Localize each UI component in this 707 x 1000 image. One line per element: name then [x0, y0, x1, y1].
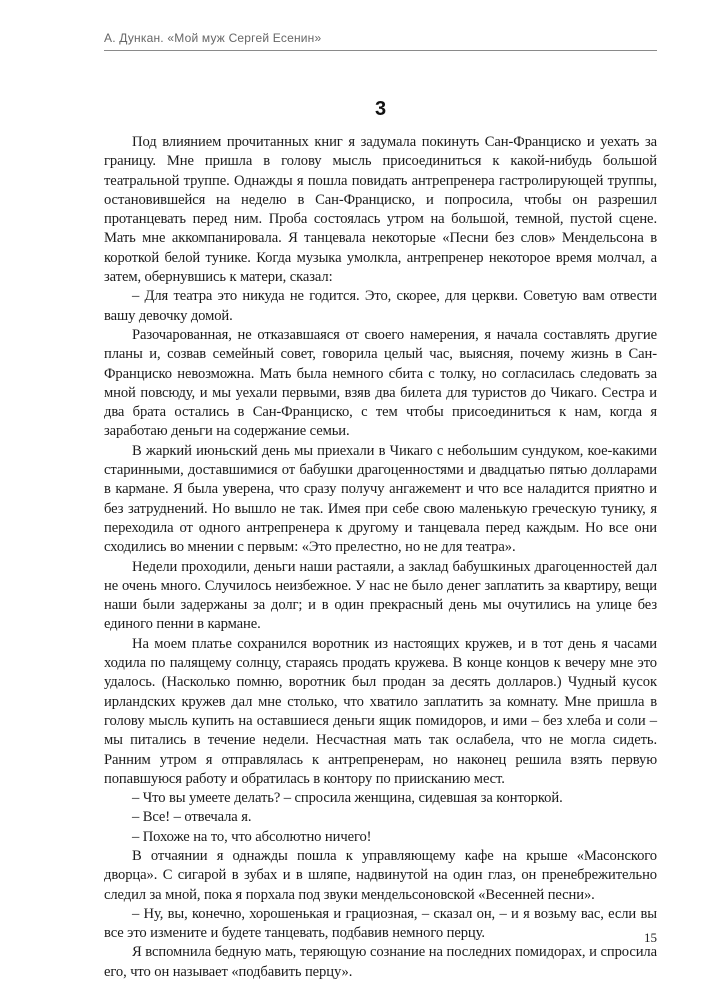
header-divider: [104, 50, 657, 51]
paragraph: В отчаянии я однажды пошла к управляющему кафе на крыше «Масонского дворца». С сигарой в зубах и в шляпе, надвинутой на один глаз, он пренебрежительно следил за мной, пока я порхала под звуки мендельсоновской «Весенней песни».: [104, 847, 657, 903]
paragraph: – Для театра это никуда не годится. Это, скорее, для церкви. Советую вам отвести вашу девочку домой.: [104, 288, 657, 324]
paragraph: – Все! – отвечала я.: [132, 809, 252, 826]
paragraph: – Ну, вы, конечно, хорошенькая и грациозная, – сказал он, – и я возьму вас, если вы все это измените и будете танцевать, подбавив немного перцу.: [104, 905, 657, 942]
running-header: А. Дункан. «Мой муж Сергей Есенин»: [104, 31, 322, 45]
page-number: 15: [644, 930, 657, 945]
paragraph: – Что вы умеете делать? – спросила женщина, сидевшая за конторкой.: [132, 790, 563, 807]
paragraph: В жаркий июньский день мы приехали в Чикаго с небольшим сундуком, кое-какими старинными, доставшимися от бабушки драгоценностями и двадцатью пятью долларами в кармане. Я была уверена, что сразу получу ангажемент и что все наладится приятно и без затруднений. Но вышло не так. Имея при себе свою маленькую греческую тунику, я переходила от одного антрепренера к другому и танцевала перед каждым. Но все они сходились во мнении с первым: «Это прелестно, но не для театра».: [104, 442, 657, 556]
body-text: [104, 133, 657, 982]
paragraph: Я вспомнила бедную мать, теряющую сознание на последних помидорах, и спросила его, что он называет «подбавить перцу».: [104, 944, 657, 980]
paragraph: – Похоже на то, что абсолютно ничего!: [132, 828, 372, 845]
paragraph: На моем платье сохранился воротник из настоящих кружев, и в тот день я часами ходила по палящему солнцу, стараясь продать кружева. В конце концов к вечеру мне это удалось. (Насколько помню, воротник был продан за десять долларов.) Чудный кусок ирландских кружев дал мне столько, что хватило заплатить за комнату. Мне пришла в голову мысль купить на оставшиеся деньги ящик помидоров, и ими – без хлеба и соли – мы питались в течение недели. Несчастная мать так ослабела, что не могла сидеть. Ранним утром я отправлялась к антрепренерам, но наконец решила взять первую попавшуюся работу и обратилась в контору по приисканию мест.: [104, 635, 657, 787]
paragraph: Недели проходили, деньги наши растаяли, а заклад бабушкиных драгоценностей дал не очень много. Случилось неизбежное. У нас не было денег заплатить за квартиру, вещи наши были задержаны за долг; и в один прекрасный день мы очутились на улице без единого пенни в кармане.: [104, 558, 657, 633]
paragraph: Под влиянием прочитанных книг я задумала покинуть Сан-Франциско и уехать за границу. Мне пришла в голову мысль присоединиться к какой-нибудь большой театральной труппе. Однажды я пошла повидать антрепренера гастролирующей труппы, остановившейся на неделю в Сан-Франциско, и попросила, чтобы он разрешил протанцевать перед ним. Проба состоялась утром на большой, темной, пустой сцене. Мать мне аккомпанировала. Я танцевала некоторые «Песни без слов» Мендельсона в короткой белой тунике. Когда музыка умолкла, антрепренер некоторое время молчал, а затем, обернувшись к матери, сказал:: [104, 134, 657, 286]
paragraph: Разочарованная, не отказавшаяся от своего намерения, я начала составлять другие планы и, созвав семейный совет, говорила целый час, выясняя, почему жизнь в Сан-Франциско невозможна. Мать была немного сбита с толку, но согласилась следовать за мной повсюду, и мы уехали первыми, взяв два билета для туристов до Чикаго. Сестра и два брата остались в Сан-Франциско, с тем чтобы присоединиться к нам, когда я заработаю деньги на содержание семьи.: [104, 326, 657, 440]
chapter-heading: 3: [374, 98, 387, 120]
